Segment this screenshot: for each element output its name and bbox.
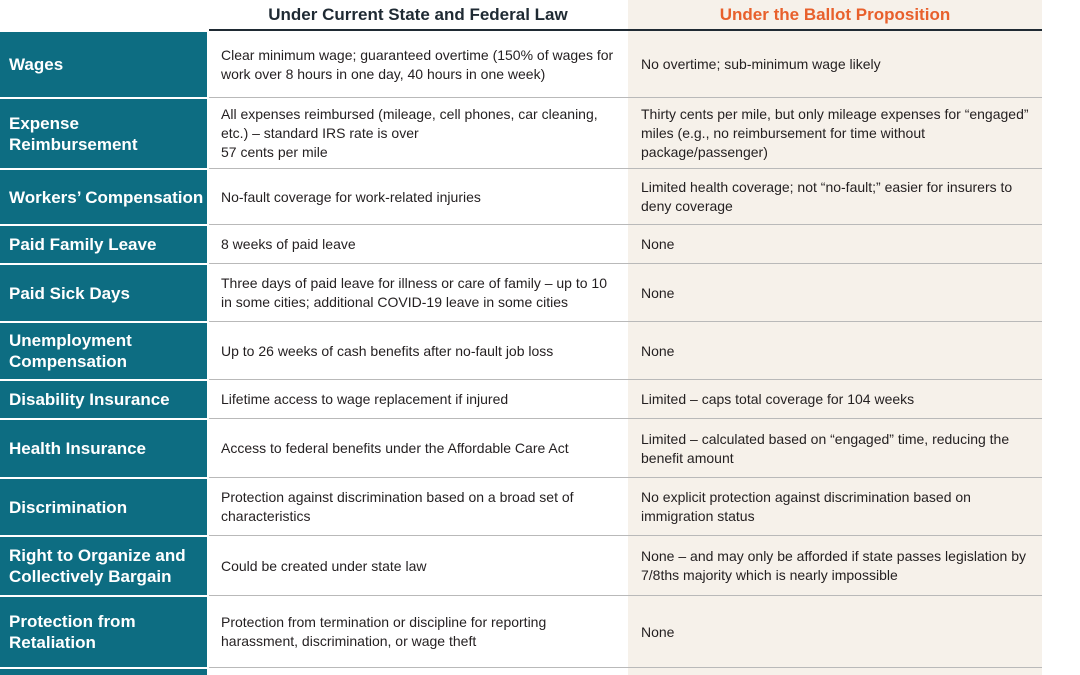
current-law-cell: Access to federal benefits under the Affordable Care Act bbox=[221, 440, 569, 456]
row-category: Paid Sick Days bbox=[0, 265, 207, 321]
row-category: Expense Reimbursement bbox=[0, 99, 207, 168]
table-row bbox=[0, 264, 1042, 322]
row-category: Protection from Retaliation bbox=[0, 597, 207, 667]
current-law-cell: No-fault coverage for work-related injuries bbox=[221, 188, 481, 205]
current-law-cell: Three days of paid leave for illness or care of family – up to 10 in some cities; additional COVID-19 leave in some cities bbox=[221, 275, 607, 310]
ballot-proposition-cell: None bbox=[641, 623, 675, 640]
ballot-proposition-cell: No overtime; sub-minimum wage likely bbox=[641, 56, 881, 72]
table-row bbox=[0, 169, 1042, 225]
table-row bbox=[0, 596, 1042, 668]
row-category: Wages bbox=[0, 32, 207, 97]
ballot-proposition-cell: None bbox=[641, 284, 675, 301]
table-row bbox=[0, 478, 1042, 536]
table-header bbox=[0, 0, 1080, 30]
table-row bbox=[0, 98, 1042, 169]
header-ballot-proposition: Under the Ballot Proposition bbox=[628, 0, 1042, 29]
ballot-proposition-cell: Thirty cents per mile, but only mileage expenses for “engaged” miles (e.g., no reimbursement for time without package/passenger) bbox=[641, 106, 1029, 160]
row-category: Disability Insurance bbox=[0, 381, 207, 418]
current-law-cell: All expenses reimbursed (mileage, cell phones, car cleaning, etc.) – standard IRS rate is over 57 cents per mile bbox=[221, 106, 598, 160]
table-row bbox=[0, 225, 1042, 264]
ballot-proposition-cell: None bbox=[641, 236, 675, 252]
ballot-proposition-cell: No explicit protection against discrimination based on immigration status bbox=[641, 489, 971, 524]
header-current-law: Under Current State and Federal Law bbox=[268, 4, 568, 24]
row-category: Right to Organize and Collectively Bargain bbox=[0, 537, 207, 595]
row-category: Workers’ Compensation bbox=[0, 170, 207, 224]
row-category: Health Insurance bbox=[0, 420, 207, 477]
ballot-proposition-cell: Limited – caps total coverage for 104 weeks bbox=[641, 391, 915, 407]
row-divider bbox=[209, 667, 1042, 668]
current-law-cell: Up to 26 weeks of cash benefits after no-fault job loss bbox=[221, 342, 554, 359]
ballot-proposition-cell: Limited – calculated based on “engaged” time, reducing the benefit amount bbox=[641, 430, 1010, 466]
current-law-cell: 8 weeks of paid leave bbox=[221, 236, 356, 252]
ballot-proposition-cell: None – and may only be afforded if state passes legislation by 7/8ths majority which is nearly impossible bbox=[641, 548, 1026, 583]
current-law-cell: Protection against discrimination based on a broad set of characteristics bbox=[221, 489, 574, 524]
current-law-cell: Protection from termination or discipline for reporting harassment, discrimination, or wage theft bbox=[221, 614, 547, 649]
table-row bbox=[0, 419, 1042, 478]
ballot-proposition-cell: None bbox=[641, 342, 675, 359]
current-law-cell: Clear minimum wage; guaranteed overtime (150% of wages for work over 8 hours in one day, 40 hours in one week) bbox=[221, 46, 614, 82]
row-category: Unemployment Compensation bbox=[0, 323, 207, 379]
current-law-cell: Could be created under state law bbox=[221, 557, 427, 574]
row-category-cutoff bbox=[0, 669, 207, 675]
row-category: Discrimination bbox=[0, 479, 207, 535]
table-row bbox=[0, 31, 1042, 98]
table-row bbox=[0, 322, 1042, 380]
ballot-proposition-cell: Limited health coverage; not “no-fault;” easier for insurers to deny coverage bbox=[641, 179, 1013, 214]
table-row bbox=[0, 536, 1042, 596]
table-row bbox=[0, 380, 1042, 419]
current-law-cell: Lifetime access to wage replacement if injured bbox=[221, 391, 509, 407]
row-category: Paid Family Leave bbox=[0, 226, 207, 263]
